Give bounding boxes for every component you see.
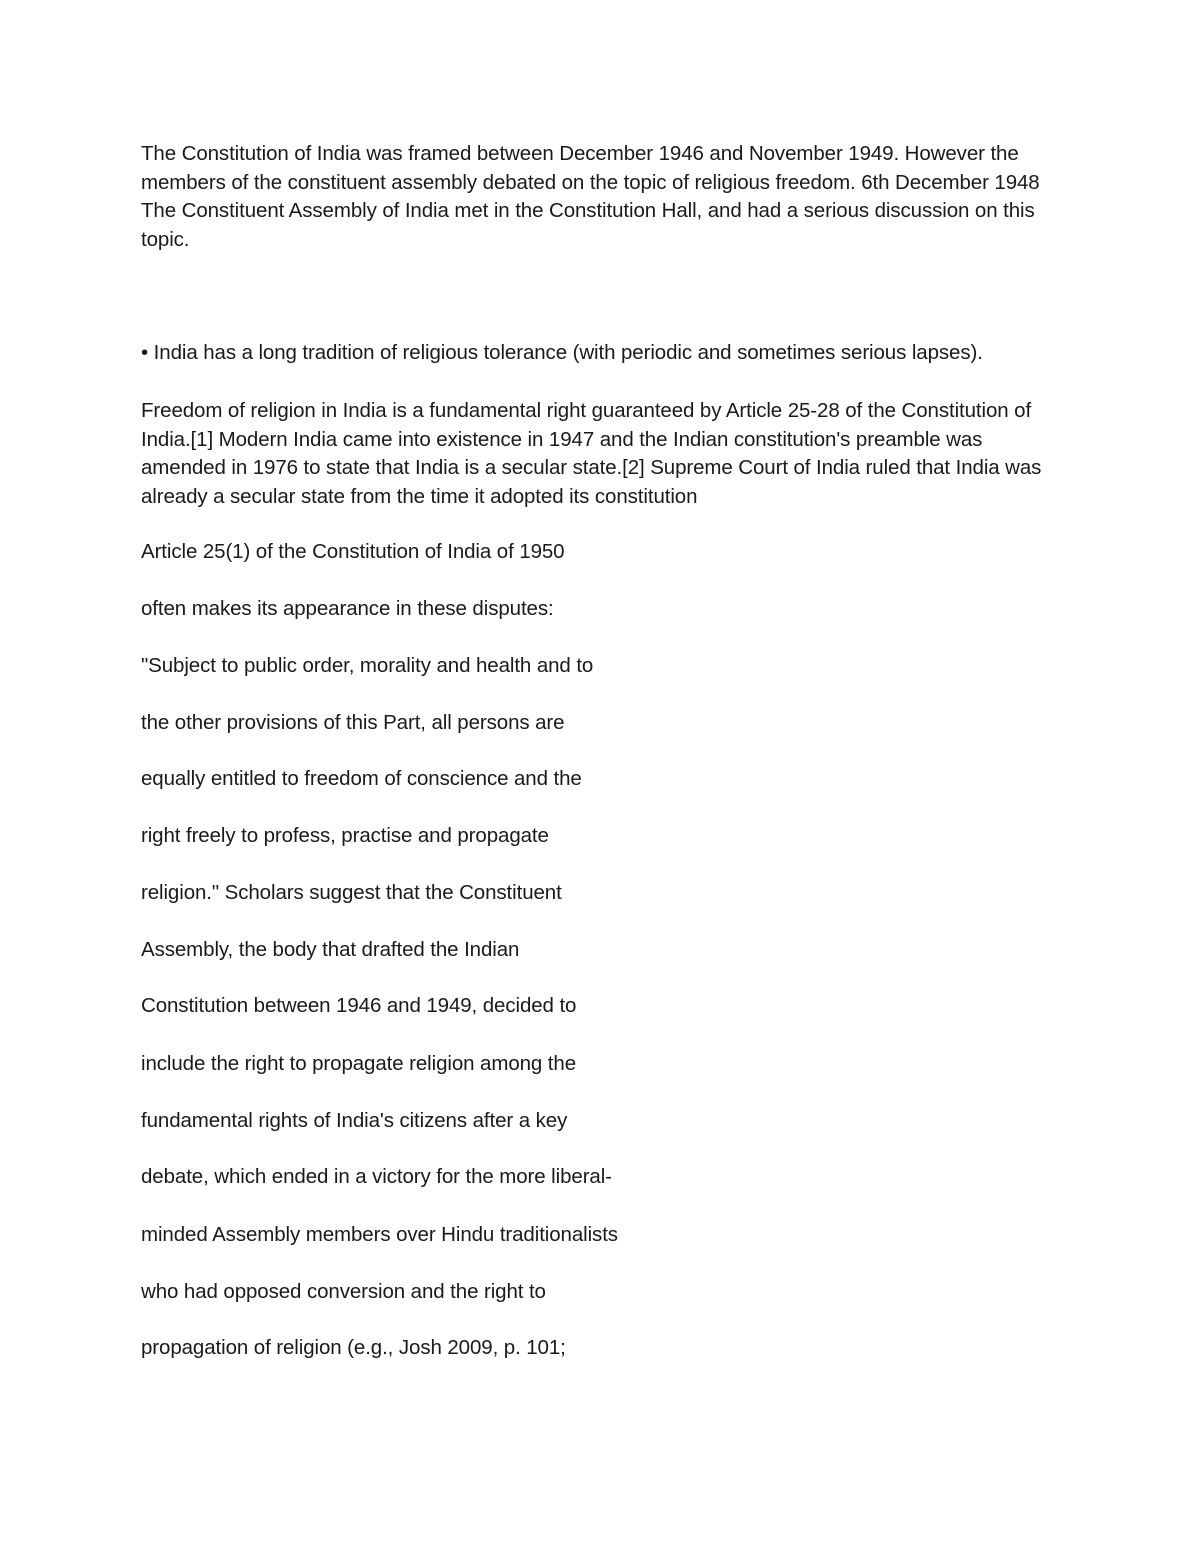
text-line: propagation of religion (e.g., Josh 2009, p. 101; xyxy=(141,1336,566,1359)
text-line: who had opposed conversion and the right to xyxy=(141,1280,546,1303)
text-line: "Subject to public order, morality and health and to xyxy=(141,654,594,677)
intro-paragraph: The Constitution of India was framed between December 1946 and November 1949. However the members of the constituent assembly debated on the topic of religious freedom. 6th December 1948 The Constituent Assembly of India met in the Constitution Hall, and had a serious discussion on this topic. xyxy=(141,142,1040,251)
text-line: fundamental rights of India's citizens after a key xyxy=(141,1109,568,1132)
text-line: Constitution between 1946 and 1949, decided to xyxy=(141,994,577,1017)
freedom-paragraph: Freedom of religion in India is a fundamental right guaranteed by Article 25-28 of the Constitution of India.[1] Modern India came into existence in 1947 and the Indian constitution's preamble was amended in 1976 to state that India is a secular state.[2] Supreme Court of India ruled that India was already a secular state from the time it adopted its constitution xyxy=(141,399,1042,508)
bullet-item: • India has a long tradition of religious tolerance (with periodic and sometimes serious lapses). xyxy=(141,341,983,364)
text-line: religion." Scholars suggest that the Constituent xyxy=(141,881,562,904)
text-line: include the right to propagate religion among the xyxy=(141,1052,577,1075)
text-line: right freely to profess, practise and propagate xyxy=(141,824,549,847)
text-line: minded Assembly members over Hindu traditionalists xyxy=(141,1223,618,1246)
text-line: Article 25(1) of the Constitution of India of 1950 xyxy=(141,540,565,563)
text-line: often makes its appearance in these disputes: xyxy=(141,597,554,620)
text-line: debate, which ended in a victory for the more liberal- xyxy=(141,1165,612,1188)
text-line: Assembly, the body that drafted the Indian xyxy=(141,938,520,961)
text-line: the other provisions of this Part, all persons are xyxy=(141,711,565,734)
text-line: equally entitled to freedom of conscience and the xyxy=(141,767,582,790)
